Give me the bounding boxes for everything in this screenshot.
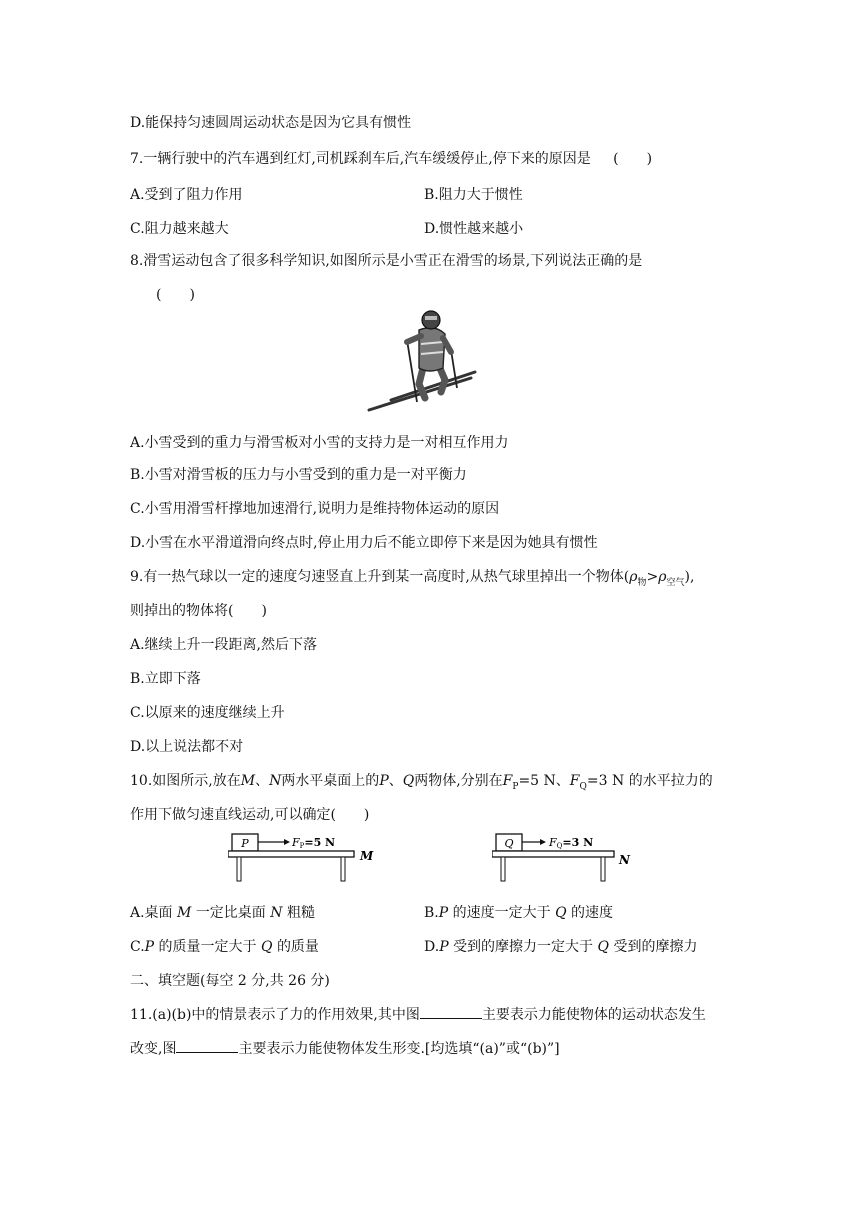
opt-b-var-Q: Q <box>555 905 567 921</box>
q8-option-b: B.小雪对滑雪板的压力与小雪受到的重力是一对平衡力 <box>130 467 467 483</box>
section-2-title: 二、填空题(每空 2 分,共 26 分) <box>130 973 330 989</box>
rho-sub-object: 物 <box>637 577 647 588</box>
q11-blank-1[interactable] <box>420 1006 482 1019</box>
q10-text-4: 、 <box>388 773 403 789</box>
q7-stem <box>130 148 652 168</box>
rho-sub-air: 空气 <box>666 577 685 588</box>
opt-b-text-1: B. <box>424 905 439 921</box>
opt-a-text-3: 粗糙 <box>286 905 315 921</box>
q10-stem-line2: 作用下做匀速直线运动,可以确定( ) <box>130 807 370 823</box>
q9-option-d: D.以上说法都不对 <box>130 739 244 755</box>
q10-eq-5: =5 N、 <box>518 773 570 789</box>
q9-stem <box>130 566 694 588</box>
q7-option-c: C.阻力越来越大 <box>130 221 229 237</box>
q9-stem-end: ), <box>684 569 695 585</box>
q10-stem <box>130 770 713 792</box>
table-leg-left <box>237 857 241 881</box>
q8-answer-paren: ( ) <box>156 287 195 303</box>
opt-d-text-2: 受到的摩擦力一定大于 <box>453 939 594 955</box>
var-F-P: F <box>502 773 513 789</box>
table-leg-left <box>501 857 505 881</box>
table-top-N <box>492 851 614 857</box>
q10-figure-left <box>228 830 388 886</box>
force-arrowhead-Q <box>540 839 546 845</box>
opt-d-var-Q: Q <box>597 939 609 955</box>
q10-text-5: 两物体,分别在 <box>414 773 503 789</box>
table-leg-right <box>601 857 605 881</box>
q11-text-2: 主要表示力能使物体的运动状态发生 <box>481 1007 706 1023</box>
q10-text-2: 、 <box>255 773 270 789</box>
q11-text-4: 主要表示力能使物体发生形变.[均选填“(a)”或“(b)”] <box>238 1041 560 1057</box>
opt-d-var-P: P <box>439 939 449 955</box>
var-N: N <box>269 773 282 789</box>
q8-stem: 8.滑雪运动包含了很多科学知识,如图所示是小雪正在滑雪的场景,下列说法正确的是 <box>130 253 643 269</box>
block-Q-label: Q <box>504 837 514 850</box>
q10-option-a <box>130 902 315 922</box>
q10-option-d <box>424 936 697 956</box>
table-N-label: N <box>619 853 630 867</box>
opt-b-var-P: P <box>438 905 449 921</box>
table-top-M <box>228 851 354 857</box>
q11-text-3: 改变,图 <box>130 1041 177 1057</box>
q7-option-b: B.阻力大于惯性 <box>424 187 523 203</box>
var-F-Q: F <box>569 773 580 789</box>
table-leg-right <box>341 857 345 881</box>
q7-option-d: D.惯性越来越小 <box>424 221 524 237</box>
force-arrowhead-P <box>284 839 290 845</box>
q9-option-a: A.继续上升一段距离,然后下落 <box>130 637 318 653</box>
q7-answer-paren: ( ) <box>613 151 653 167</box>
sub-P: P <box>512 781 519 792</box>
q9-option-c: C.以原来的速度继续上升 <box>130 705 285 721</box>
q11-blank-2[interactable] <box>176 1040 238 1053</box>
q9-option-b: B.立即下落 <box>130 671 201 687</box>
q10-text-1: 10.如图所示,放在 <box>130 773 241 789</box>
q11-line2 <box>130 1038 560 1058</box>
q10-eq-3: =3 N 的水平拉力的 <box>586 773 713 789</box>
opt-a-var-M: M <box>177 905 192 921</box>
opt-d-text-1: D. <box>424 939 440 955</box>
rho-symbol-2: ρ <box>658 569 667 585</box>
opt-c-var-P: P <box>144 939 155 955</box>
opt-b-text-3: 的速度 <box>571 905 614 921</box>
opt-c-text-2: 的质量一定大于 <box>158 939 257 955</box>
q11-line1 <box>130 1004 706 1024</box>
skier-figure <box>355 306 485 418</box>
q10-figure-right <box>492 830 642 886</box>
force-label-Q: FQ=3 N <box>549 836 594 850</box>
sub-Q: Q <box>579 781 587 792</box>
rho-symbol: ρ <box>629 569 638 585</box>
q8-option-a: A.小雪受到的重力与滑雪板对小雪的支持力是一对相互作用力 <box>130 435 509 451</box>
q7-option-a: A.受到了阻力作用 <box>130 187 243 203</box>
q7-stem-text: 7.一辆行驶中的汽车遇到红灯,司机踩刹车后,汽车缓缓停止,停下来的原因是 <box>130 151 591 167</box>
opt-a-var-N: N <box>270 905 283 921</box>
greater-than: > <box>646 569 659 585</box>
opt-b-text-2: 的速度一定大于 <box>452 905 551 921</box>
block-P-label: P <box>241 837 249 850</box>
force-label-P: FP=5 N <box>292 836 336 850</box>
q11-text-1: 11.(a)(b)中的情景表示了力的作用效果,其中图 <box>130 1007 420 1023</box>
var-P: P <box>379 773 389 789</box>
table-M-label: M <box>360 849 374 863</box>
opt-c-var-Q: Q <box>261 939 273 955</box>
q10-text-3: 两水平桌面上的 <box>281 773 380 789</box>
var-Q: Q <box>402 773 415 789</box>
q9-stem-line2: 则掉出的物体将( ) <box>130 603 267 619</box>
opt-a-text-2: 一定比桌面 <box>195 905 266 921</box>
q8-option-d: D.小雪在水平滑道滑向终点时,停止用力后不能立即停下来是因为她具有惯性 <box>130 535 598 551</box>
opt-d-text-3: 受到的摩擦力 <box>613 939 698 955</box>
q10-option-c <box>130 936 319 956</box>
opt-a-text-1: A.桌面 <box>130 905 173 921</box>
q10-option-b <box>424 902 613 922</box>
opt-c-text-3: 的质量 <box>276 939 319 955</box>
q6-option-d: D.能保持匀速圆周运动状态是因为它具有惯性 <box>130 115 412 131</box>
var-M: M <box>240 773 256 789</box>
q9-stem-text: 9.有一热气球以一定的速度匀速竖直上升到某一高度时,从热气球里掉出一个物体( <box>130 569 630 585</box>
opt-c-text-1: C. <box>130 939 145 955</box>
q8-option-c: C.小雪用滑雪杆撑地加速滑行,说明力是维持物体运动的原因 <box>130 501 500 517</box>
